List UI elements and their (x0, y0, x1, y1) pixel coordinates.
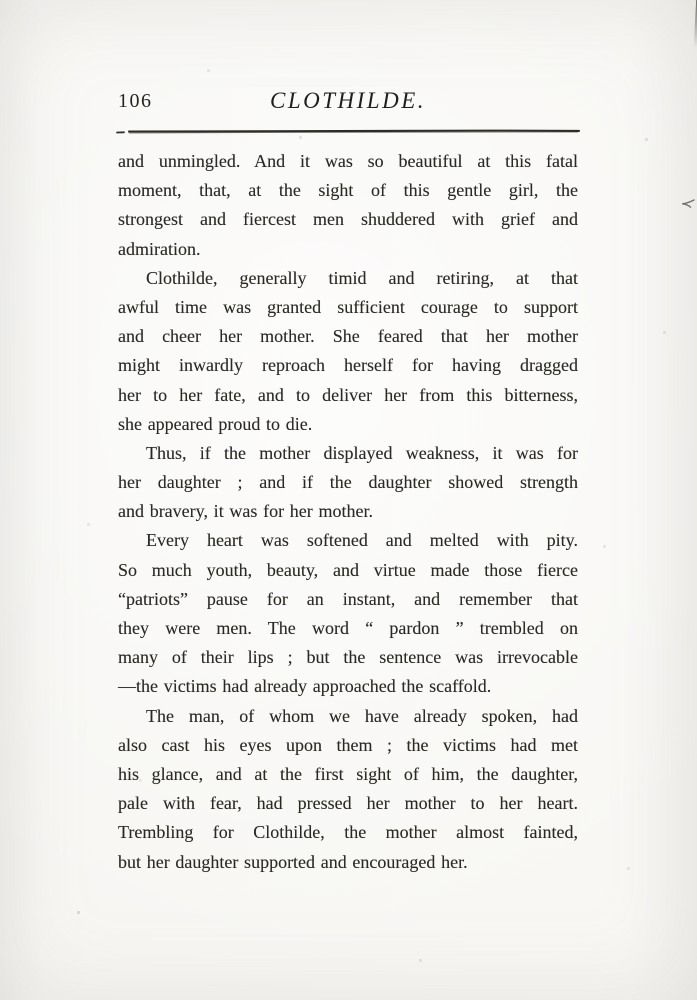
text-line: his glance, and at the first sight of him, the daughter, (118, 763, 578, 784)
page-header (118, 88, 578, 118)
text-line: “patriots” pause for an instant, and remember that (118, 588, 578, 609)
header-rule (116, 122, 581, 140)
text-line: and bravery, it was for her mother. (118, 501, 373, 522)
text-line: Every heart was softened and melted with pity. (146, 530, 578, 551)
text-line: might inwardly reproach herself for having dragged (118, 355, 578, 376)
text-line: pale with fear, had pressed her mother to her heart. (118, 793, 578, 814)
text-line: her daughter ; and if the daughter showed strength (118, 472, 578, 493)
text-line: her to her fate, and to deliver her from this bitterness, (118, 384, 578, 405)
running-title: CLOTHILDE. (269, 88, 426, 113)
text-line: So much youth, beauty, and virtue made those fierce (118, 559, 578, 580)
text-line: also cast his eyes upon them ; the victims had met (118, 734, 578, 755)
text-line: Trembling for Clothilde, the mother almost fainted, (118, 822, 578, 843)
pen-mark-icon (679, 196, 697, 219)
text-line: Thus, if the mother displayed weakness, it was for (146, 442, 578, 463)
text-line: —the victims had already approached the scaffold. (118, 676, 492, 697)
page-body-text (118, 147, 578, 877)
text-line: admiration. (118, 238, 201, 259)
text-line: The man, of whom we have already spoken, had (146, 705, 578, 726)
text-line: and cheer her mother. She feared that her mother (118, 326, 578, 347)
text-line: awful time was granted sufficient courage to support (118, 296, 578, 317)
text-line: they were men. The word “ pardon ” trembled on (118, 618, 578, 638)
text-line: and unmingled. And it was so beautiful at this fatal (118, 151, 578, 171)
text-line: moment, that, at the sight of this gentle girl, the (118, 180, 578, 201)
text-line: strongest and fiercest men shuddered with grief and (118, 209, 578, 230)
text-line: she appeared proud to die. (118, 413, 313, 434)
page-number: 106 (118, 90, 153, 112)
text-line: but her daughter supported and encouraged her. (118, 851, 468, 872)
text-line: many of their lips ; but the sentence was irrevocable (118, 647, 578, 668)
scan-speckles (0, 0, 1, 1)
text-line: Clothilde, generally timid and retiring, at that (146, 267, 578, 288)
page-edge-shadow (694, 0, 697, 48)
